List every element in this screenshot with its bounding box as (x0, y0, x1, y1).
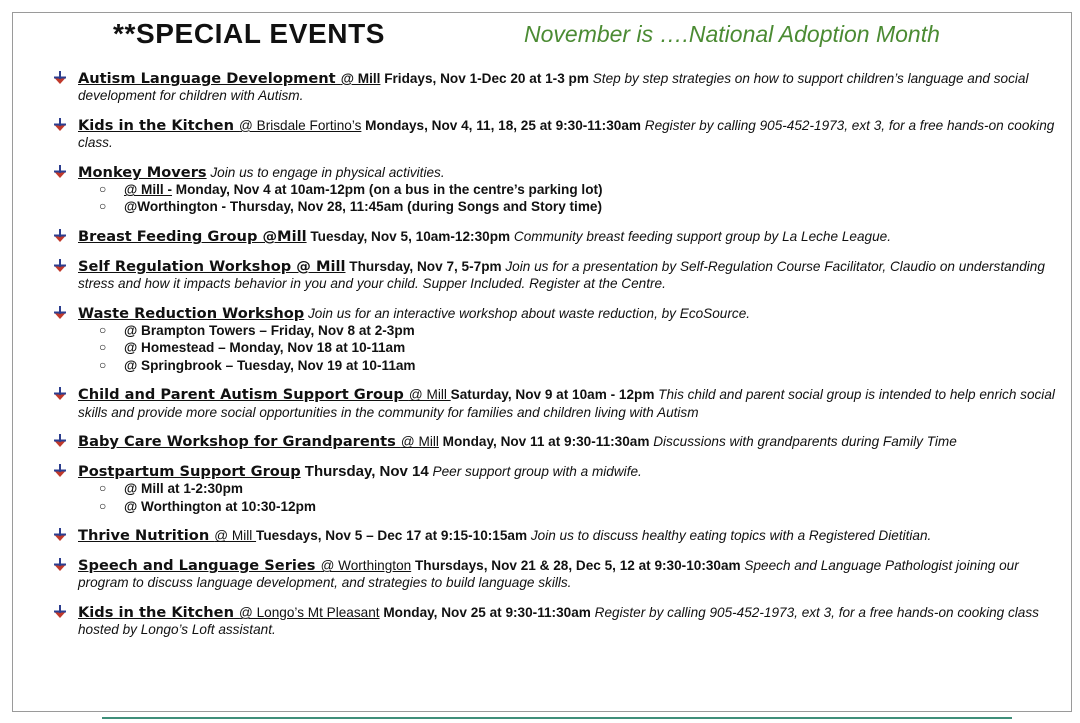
session-details: @ Springbrook – Tuesday, Nov 19 at 10-11am (124, 357, 416, 373)
arrow-down-icon (52, 229, 68, 243)
session-details: @ Brampton Towers – Friday, Nov 8 at 2-3pm (124, 323, 415, 339)
event-description: Register by calling 905-452-1973, ext 3, for a free hands-on cooking class hosted by Longo’s Loft assistant. (78, 605, 1039, 638)
event-name: Monkey Movers (78, 164, 207, 181)
circle-bullet-icon: ○ (99, 498, 107, 513)
arrow-down-icon (52, 528, 68, 542)
session-details: @ Homestead – Monday, Nov 18 at 10-11am (124, 340, 406, 356)
event-location: @ Worthington (320, 558, 412, 574)
arrow-down-icon (52, 387, 68, 401)
session-details: @ Worthington at 10:30-12pm (124, 498, 317, 514)
circle-bullet-icon: ○ (99, 323, 107, 338)
event-item (50, 228, 1060, 245)
event-description: This child and parent social group is intended to help enrich social skills and provide more social opportunities in the community for families and children living with Autism (78, 387, 1055, 420)
event-sessions (78, 480, 1060, 514)
event-name: Child and Parent Autism Support Group (78, 386, 409, 404)
event-name: Self Regulation Workshop @ Mill (78, 258, 346, 275)
event-item (50, 258, 1060, 292)
event-name: Kids in the Kitchen (78, 117, 240, 134)
event-item (50, 305, 1060, 374)
event-location: @ Brisdale Fortino’s (239, 118, 362, 133)
circle-bullet-icon: ○ (99, 182, 107, 197)
event-description: Community breast feeding support group by La Leche League. (510, 229, 891, 245)
event-time: Saturday, Nov 9 at 10am - 12pm (450, 387, 655, 403)
session-item (78, 480, 1060, 497)
circle-bullet-icon: ○ (99, 199, 107, 214)
event-description: Join us for a presentation by Self-Regulation Course Facilitator, Claudio on understanding stress and how it impacts behavior in you and your child. Supper Included. Register at the Centre. (78, 259, 1045, 292)
event-time: Thursday, Nov 7, 5-7pm (345, 259, 502, 274)
arrow-down-icon (52, 605, 68, 619)
event-sessions (78, 181, 1060, 215)
event-item (50, 386, 1060, 420)
event-name: Postpartum Support Group (78, 463, 301, 481)
event-location: @ Mill (214, 528, 257, 544)
session-details: @Worthington - Thursday, Nov 28, 11:45am (during Songs and Story time) (124, 199, 603, 215)
event-item (50, 527, 1060, 544)
event-location: @ Mill (408, 387, 451, 403)
event-time: Thursday, Nov 14 (300, 463, 429, 481)
event-name: Breast Feeding Group @Mill (78, 228, 307, 246)
session-item (78, 357, 1060, 374)
event-location: @ Mill (340, 71, 381, 86)
arrow-down-icon (52, 71, 68, 85)
arrow-down-icon (52, 118, 68, 132)
circle-bullet-icon: ○ (99, 481, 107, 496)
event-item (50, 433, 1060, 450)
page-title: **SPECIAL EVENTS (113, 18, 386, 49)
event-description: Register by calling 905-452-1973, ext 3, for a free hands-on cooking class. (78, 118, 1055, 151)
session-item (78, 322, 1060, 339)
arrow-down-icon (52, 434, 68, 448)
event-name: Kids in the Kitchen (78, 604, 240, 622)
event-description: Join us to engage in physical activities. (206, 165, 445, 180)
session-location: @ Mill - (124, 182, 172, 198)
session-item (78, 181, 1060, 198)
event-time: Tuesdays, Nov 5 – Dec 17 at 9:15-10:15am (256, 528, 528, 544)
arrow-down-icon (52, 165, 68, 179)
event-time: Monday, Nov 25 at 9:30-11:30am (379, 605, 591, 621)
event-time: Mondays, Nov 4, 11, 18, 25 at 9:30-11:30am (361, 118, 641, 133)
event-item (50, 604, 1060, 638)
arrow-down-icon (52, 464, 68, 478)
session-item (78, 498, 1060, 515)
event-description: Join us for an interactive workshop about waste reduction, by EcoSource. (304, 306, 751, 321)
event-item (50, 463, 1060, 515)
event-description: Discussions with grandparents during Family Time (649, 434, 957, 450)
event-description: Peer support group with a midwife. (428, 464, 642, 480)
event-location: @ Longo’s Mt Pleasant (239, 605, 380, 621)
event-item (50, 117, 1060, 151)
arrow-down-icon (52, 259, 68, 273)
circle-bullet-icon: ○ (99, 340, 107, 355)
session-item (78, 339, 1060, 356)
event-item (50, 164, 1060, 216)
event-name: Baby Care Workshop for Grandparents (78, 433, 401, 451)
event-description: Step by step strategies on how to support children’s language and social development for children with Autism. (78, 71, 1029, 104)
event-item (50, 70, 1060, 104)
event-name: Waste Reduction Workshop (78, 305, 305, 322)
event-time: Thursdays, Nov 21 & 28, Dec 5, 12 at 9:30-10:30am (411, 558, 741, 574)
event-name: Thrive Nutrition (78, 527, 215, 545)
session-details: @ Mill at 1-2:30pm (124, 481, 244, 497)
event-description: Speech and Language Pathologist joining our program to discuss language development, and strategies to build language skills. (78, 558, 1019, 591)
event-time: Fridays, Nov 1-Dec 20 at 1-3 pm (380, 71, 589, 86)
arrow-down-icon (52, 306, 68, 320)
event-time: Tuesday, Nov 5, 10am-12:30pm (306, 229, 511, 245)
session-details: Monday, Nov 4 at 10am-12pm (on a bus in the centre’s parking lot) (172, 182, 603, 198)
event-time: Monday, Nov 11 at 9:30-11:30am (438, 434, 650, 450)
page-subtitle: November is ….National Adoption Month (524, 21, 940, 47)
events-list (50, 70, 1060, 651)
session-item (78, 198, 1060, 215)
circle-bullet-icon: ○ (99, 357, 107, 372)
event-description: Join us to discuss healthy eating topics with a Registered Dietitian. (527, 528, 932, 544)
event-sessions (78, 322, 1060, 374)
event-item (50, 557, 1060, 591)
event-location: @ Mill (400, 434, 439, 450)
event-name: Speech and Language Series (78, 557, 321, 575)
event-name: Autism Language Development (78, 70, 341, 87)
arrow-down-icon (52, 558, 68, 572)
bottom-divider (102, 717, 1012, 719)
